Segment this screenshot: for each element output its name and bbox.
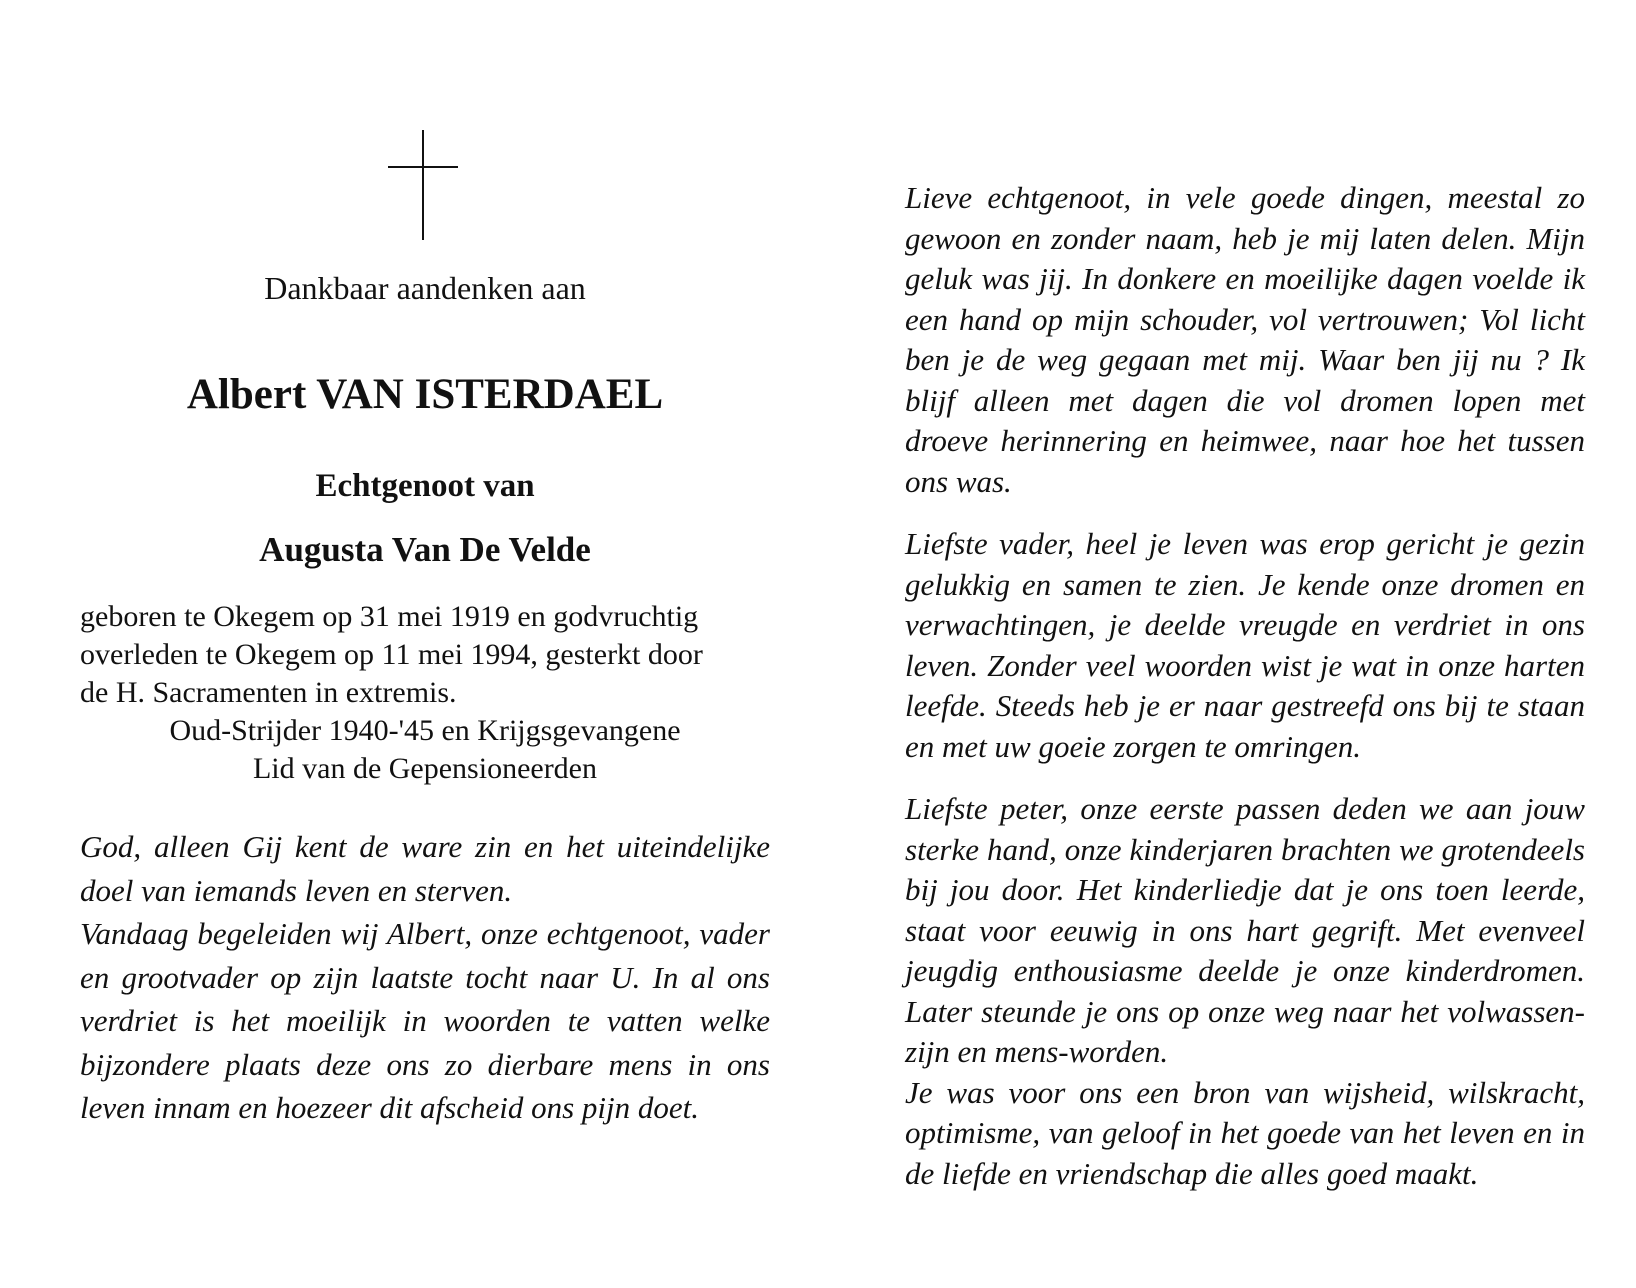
intro-text: Dankbaar aandenken aan [264, 270, 586, 306]
spouse-name: Augusta Van De Velde [259, 530, 591, 569]
cross-vertical-bar [422, 130, 424, 240]
right-panel [905, 178, 1585, 1194]
left-verse [80, 825, 770, 1130]
verse-spouse: Lieve echtgenoot, in vele goede dingen, meestal zo gewoon en zonder naam, heb je mij laten delen. Mijn geluk was jij. In donkere en moeilijke dagen voelde ik een hand op mijn schouder, vol vertrouwen; Vol licht ben je de weg gegaan met mij. Waar ben jij nu ? Ik blijf alleen met dagen die vol dromen lopen met droeve herinnering en heimwee, naar hoe het tussen ons was. [905, 180, 1585, 499]
bio-line: de H. Sacramenten in extremis. [80, 676, 457, 709]
spouse-label: Echtgenoot van [315, 468, 535, 504]
verse-paragraph: God, alleen Gij kent de ware zin en het uiteindelijke doel van iemands leven en sterven. [80, 829, 770, 908]
bio-line-membership: Lid van de Gepensioneerden [252, 752, 598, 785]
biography [80, 598, 770, 788]
bio-line: geboren te Okegem op 31 mei 1919 en godvruchtig [80, 600, 699, 633]
verse-closing: Je was voor ons een bron van wijsheid, wilskracht, optimisme, van geloof in het goede van het leven en in de liefde en vriendschap die alles goed maakt. [905, 1074, 1585, 1191]
deceased-name: Albert VAN ISTERDAEL [186, 371, 664, 418]
verse-paragraph: Vandaag begeleiden wij Albert, onze echtgenoot, vader en grootvader op zijn laatste tocht naar U. In al ons verdriet is het moeilijk in woorden te vatten welke bijzondere plaats deze ons zo dierbare mens in ons leven innam en hoezeer dit afscheid ons pijn doet. [80, 916, 770, 1125]
verse-godfather: Liefste peter, onze eerste passen deden we aan jouw sterke hand, onze kinderjaren brachten we grotendeels bij jou door. Het kinderliedje dat je ons toen leerde, staat voor eeuwig in ons hart gegrift. Met evenveel jeugdig enthousiasme deelde je onze kinderdromen. Later steunde je ons op onze weg naar het volwassen-zijn en mens-worden. [905, 791, 1585, 1069]
cross-icon [388, 130, 458, 240]
bio-line: overleden te Okegem op 11 mei 1994, gesterkt door [80, 638, 703, 671]
bio-line-veteran: Oud-Strijder 1940-'45 en Krijgsgevangene [169, 714, 681, 747]
cross-horizontal-bar [388, 166, 458, 168]
verse-father: Liefste vader, heel je leven was erop gericht je gezin gelukkig en samen te zien. Je kende onze dromen en verwachtingen, je deelde vreugde en verdriet in ons leven. Zonder veel woorden wist je wat in onze harten leefde. Steeds heb je er naar gestreefd ons bij te staan en met uw goeie zorgen te omringen. [905, 526, 1585, 764]
